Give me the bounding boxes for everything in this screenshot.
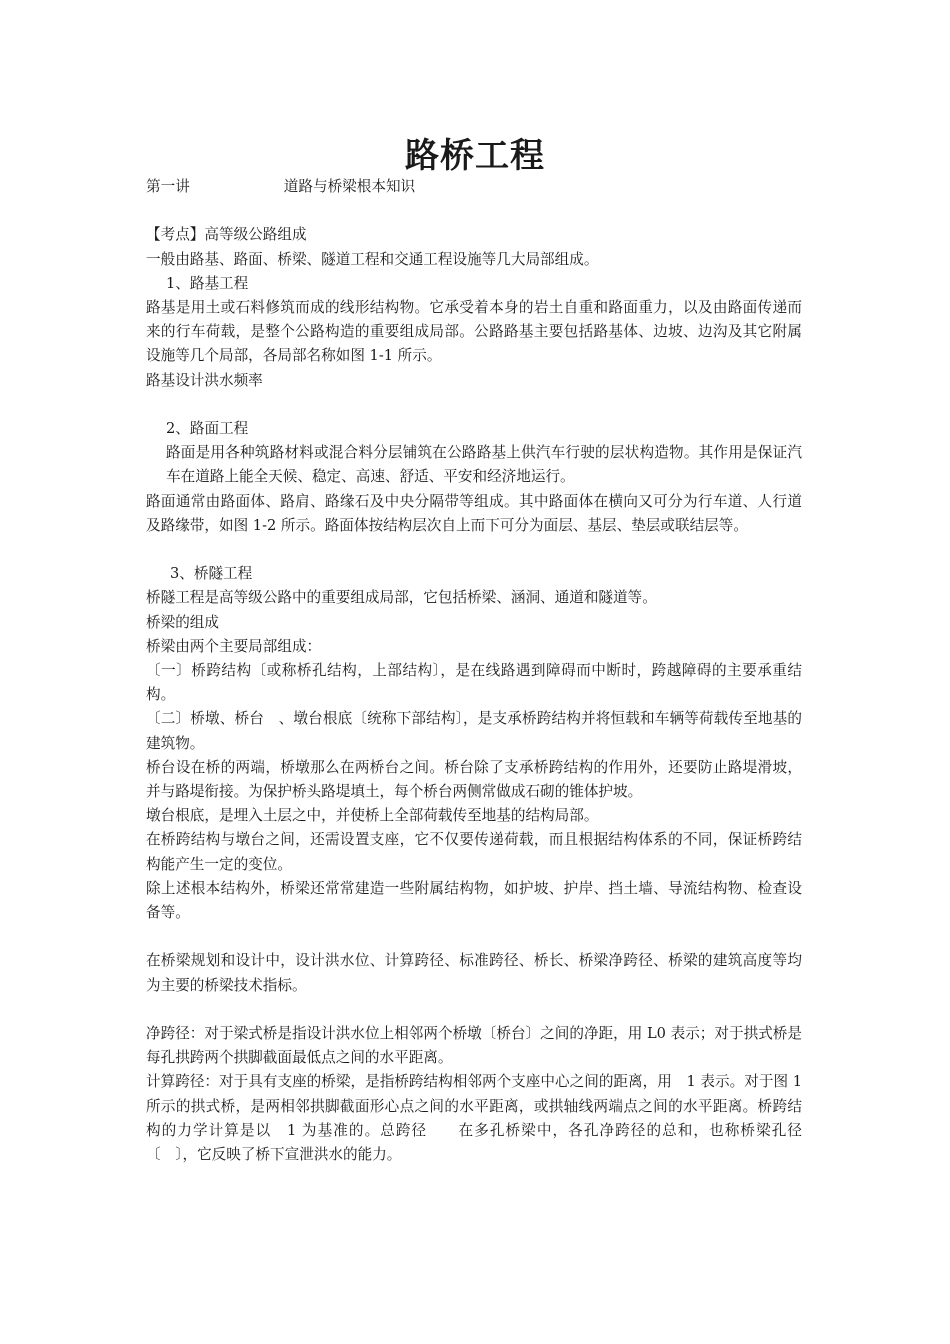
paragraph: 路基设计洪水频率 [146,371,263,389]
paragraph: 桥台设在桥的两端，桥墩那么在两桥台之间。桥台除了支承桥跨结构的作用外，还要防止路堤滑坡，并与路堤衔接。为保护桥头路堤填土，每个桥台两侧常做成石砌的锥体护坡。 [146,758,802,801]
paragraph: 桥隧工程是高等级公路中的重要组成局部，它包括桥梁、涵洞、通道和隧道等。 [146,589,657,607]
section-heading: 1、路基工程 [166,274,249,292]
paragraph: 【考点】高等级公路组成 [146,226,307,244]
paragraph: 在桥跨结构与墩台之间，还需设置支座，它不仅要传递荷载，而且根据结构体系的不同，保证桥跨结构能产生一定的变位。 [146,831,802,873]
paragraph: 净跨径：对于梁式桥是指设计洪水位上相邻两个桥墩〔桥台〕之间的净距，用 L0 表示；对于拱式桥是每孔拱跨两个拱脚截面最低点之间的水平距离。 [146,1025,802,1067]
paragraph: 计算跨径：对于具有支座的桥梁，是指桥跨结构相邻两个支座中心之间的距离，用 1 表示。对于图 1 所示的拱式桥，是两相邻拱脚截面形心点之间的水平距离，或拱轴线两端点之间的水平距离。桥跨结构的力学计算是以 1 为基准的。总跨径 在多孔桥梁中，各孔净跨径的总和，也称桥梁孔径〔 〕，它反映了桥下宣泄洪水的能力。 [146,1073,802,1164]
lecture-title: 道路与桥梁根本知识 [283,178,416,195]
paragraph: 一般由路基、路面、桥梁、隧道工程和交通工程设施等几大局部组成。 [146,250,599,268]
document-body [146,175,802,1167]
paragraph: 墩台根底，是埋入土层之中，并使桥上全部荷载传至地基的结构局部。 [146,807,599,825]
section-heading: 2、路面工程 [166,420,249,437]
paragraph: 桥梁的组成 [146,613,219,631]
lecture-number: 第一讲 [146,178,190,195]
paragraph: 除上述根本结构外，桥梁还常常建造一些附属结构物，如护坡、护岸、挡土墙、导流结构物、检查设备等。 [146,879,802,922]
paragraph: 〔一〕桥跨结构〔或称桥孔结构，上部结构〕，是在线路遇到障碍而中断时，跨越障碍的主要承重结构。 [146,662,802,704]
paragraph: 在桥梁规划和设计中，设计洪水位、计算跨径、标准跨径、桥长、桥梁净跨径、桥梁的建筑高度等均为主要的桥梁技术指标。 [146,952,802,994]
section-heading: 3、桥隧工程 [170,565,253,583]
paragraph: 路面通常由路面体、路肩、路缘石及中央分隔带等组成。其中路面体在横向又可分为行车道、人行道及路缘带，如图 1-2 所示。路面体按结构层次自上而下可分为面层、基层、垫层或联结层等。 [146,492,802,534]
lecture-heading [146,175,802,199]
paragraph: 桥梁由两个主要局部组成： [146,637,322,655]
paragraph: 路面是用各种筑路材料或混合料分层铺筑在公路路基上供汽车行驶的层状构造物。其作用是保证汽车在道路上能全天候、稳定、高速、舒适、平安和经济地运行。 [166,444,802,486]
paragraph: 路基是用土或石料修筑而成的线形结构物。它承受着本身的岩土自重和路面重力，以及由路面传递而来的行车荷载，是整个公路构造的重要组成局部。公路路基主要包括路基体、边坡、边沟及其它附属设施等几个局部，各局部名称如图 1-1 所示。 [146,299,802,365]
paragraph: 〔二〕桥墩、桥台 、墩台根底〔统称下部结构〕，是支承桥跨结构并将恒载和车辆等荷载传至地基的建筑物。 [146,710,802,752]
document-title: 路桥工程 [405,136,545,176]
